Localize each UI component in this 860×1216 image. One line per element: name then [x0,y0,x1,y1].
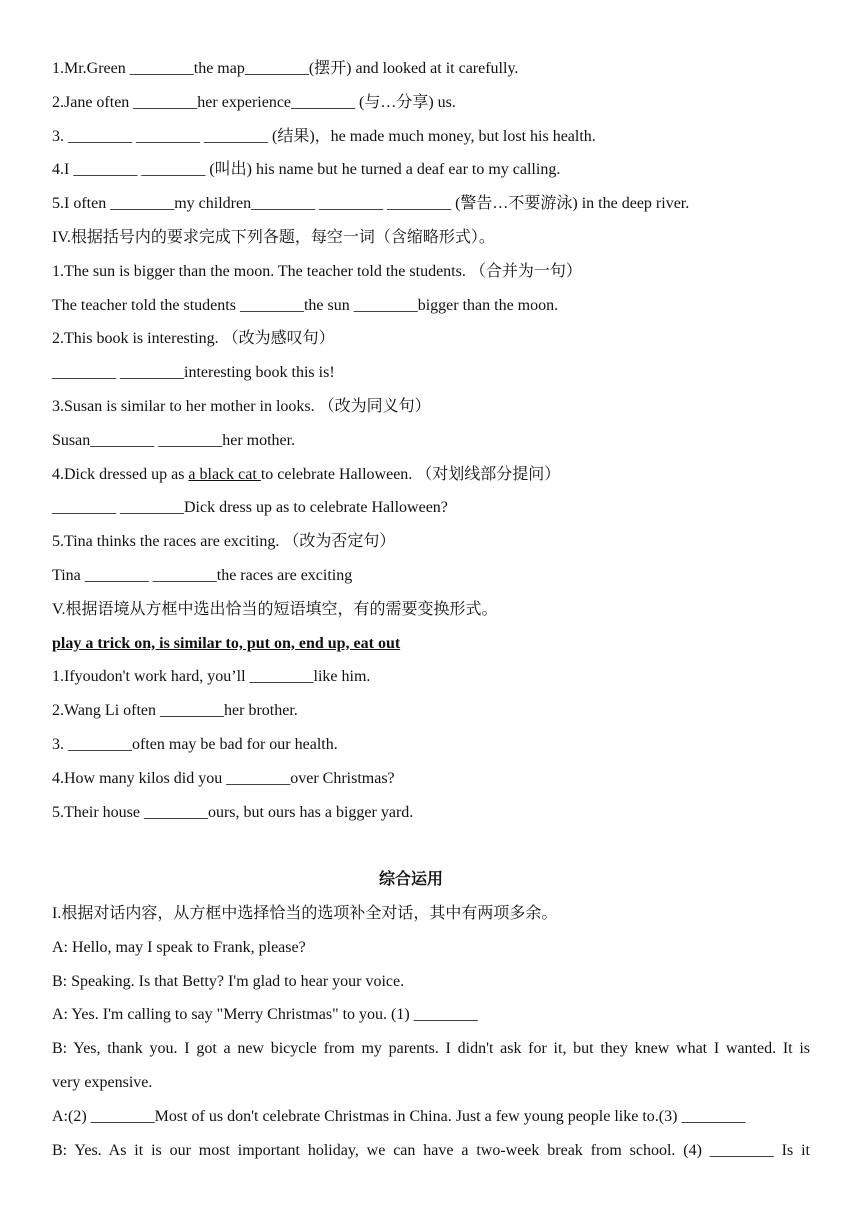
dialogue-line: B: Yes, thank you. I got a new bicycle from my parents. I didn't ask for it, but they knew what I wanted. It is [52,1040,810,1058]
question-text: to celebrate Halloween. （对划线部分提问） [260,465,561,483]
answer-line: ________ ________Dick dress up as to celebrate Halloween? [52,499,448,517]
exercise-line: 5.I often ________my children________ ________ ________ (警告…不要游泳) in the deep river. [52,195,690,213]
question-line: 1.The sun is bigger than the moon. The teacher told the students. （合并为一句） [52,262,582,280]
spacer [52,829,810,863]
exercise-line: 3. ________often may be bad for our health. [52,735,338,753]
worksheet-page [52,52,810,1167]
section-heading: I.根据对话内容，从方框中选择恰当的选项补全对话，其中有两项多余。 [52,904,558,922]
dialogue-line: very expensive. [52,1073,153,1091]
dialogue-line: A: Hello, may I speak to Frank, please? [52,938,306,956]
question-line: 2.This book is interesting. （改为感叹句） [52,330,335,348]
section-heading: V.根据语境从方框中选出恰当的短语填空，有的需要变换形式。 [52,600,498,618]
question-line [52,458,810,492]
answer-line: Tina ________ ________the races are exciting [52,566,353,584]
answer-line: The teacher told the students ________the sun ________bigger than the moon. [52,296,559,314]
exercise-line: 4.How many kilos did you ________over Christmas? [52,769,395,787]
exercise-line: 1.Mr.Green ________the map________(摆开) and looked at it carefully. [52,60,519,77]
dialogue-line: B: Yes. As it is our most important holiday, we can have a two-week break from school. (4) ________ Is it [52,1141,810,1159]
dialogue-line: B: Speaking. Is that Betty? I'm glad to hear your voice. [52,972,405,990]
phrase-box: play a trick on, is similar to, put on, end up, eat out [52,634,401,652]
dialogue-line: A: Yes. I'm calling to say "Merry Christmas" to you. (1) ________ [52,1006,478,1024]
answer-line: Susan________ ________her mother. [52,431,296,449]
question-text: 4.Dick dressed up as [52,465,189,483]
underlined-phrase: a black cat [188,465,261,483]
exercise-line: 5.Their house ________ours, but ours has a bigger yard. [52,803,414,821]
answer-line: ________ ________interesting book this is! [52,364,335,382]
part-title: 综合运用 [378,871,443,889]
section-heading: IV.根据括号内的要求完成下列各题，每空一词（含缩略形式）。 [52,228,495,246]
question-line: 3.Susan is similar to her mother in looks. （改为同义句） [52,397,431,415]
exercise-line: 2.Jane often ________her experience________ (与…分享) us. [52,93,456,111]
exercise-line: 3. ________ ________ ________ (结果)，he made much money, but lost his health. [52,127,596,145]
exercise-line: 2.Wang Li often ________her brother. [52,702,298,720]
dialogue-line: A:(2) ________Most of us don't celebrate Christmas in China. Just a few young people like to.(3) ________ [52,1107,746,1125]
question-line: 5.Tina thinks the races are exciting. （改为否定句） [52,533,396,551]
exercise-line: 4.I ________ ________ (叫出) his name but he turned a deaf ear to my calling. [52,161,561,179]
exercise-line: 1.Ifyoudon't work hard, you’ll ________like him. [52,668,371,686]
